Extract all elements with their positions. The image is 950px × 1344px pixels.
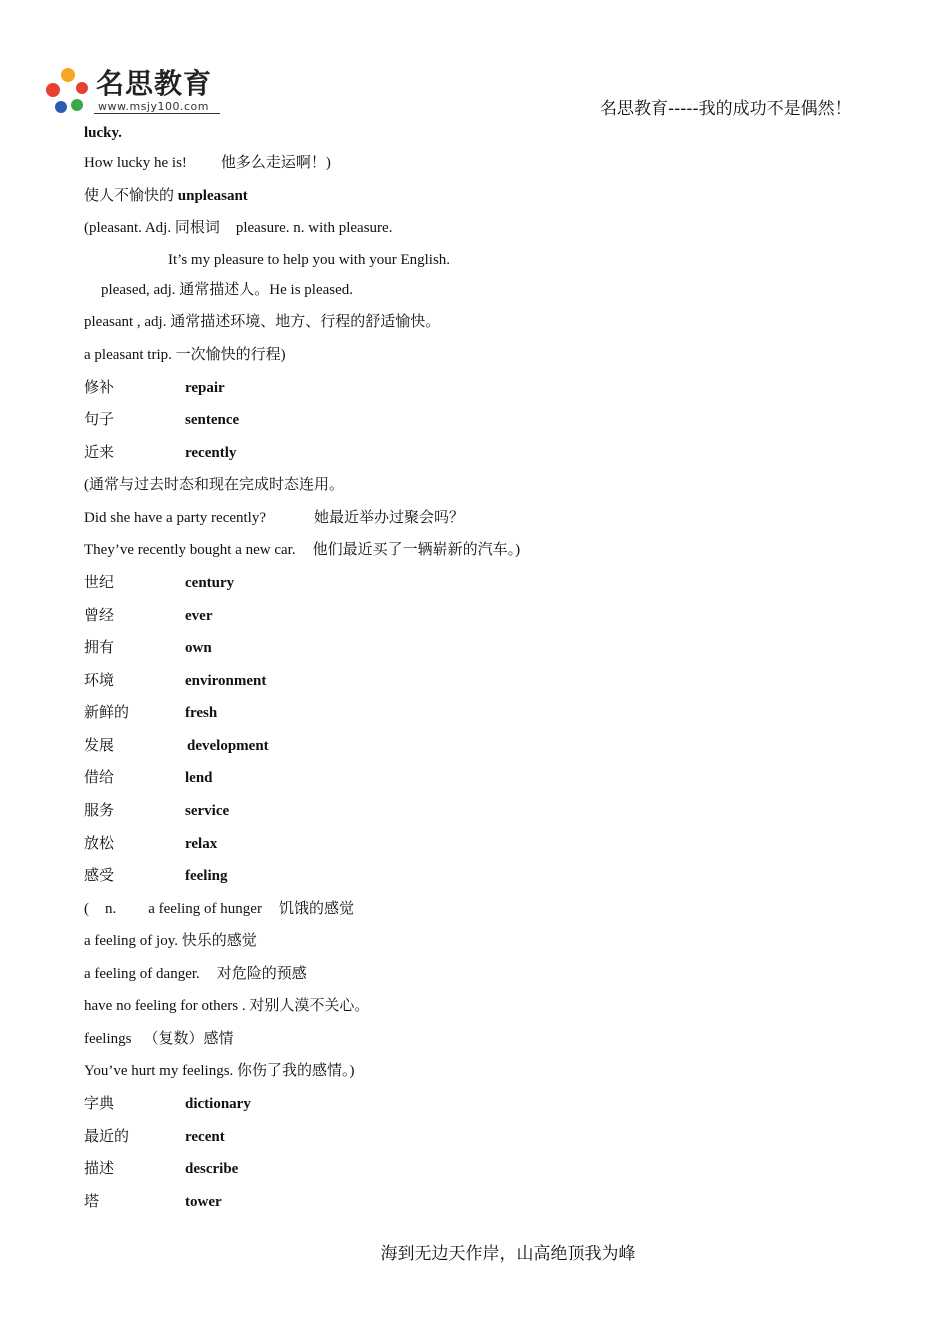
vocab-cn: 借给 [84, 770, 115, 786]
vocab-en: fresh [185, 705, 218, 721]
vocab-en: sentence [185, 412, 240, 428]
text-line: It’s my pleasure to help you with your English. [168, 252, 451, 268]
vocab-cn: 描述 [84, 1161, 115, 1177]
text-line: pleased, adj. 通常描述人。He is pleased. [101, 282, 354, 298]
vocab-en: development [187, 738, 269, 754]
example-en: How lucky he is! [84, 155, 187, 171]
text-line: (通常与过去时态和现在完成时态连用。 [84, 477, 344, 493]
vocab-en: relax [185, 836, 218, 852]
vocab-cn: 世纪 [84, 575, 115, 591]
vocab-cn: 曾经 [84, 608, 115, 624]
example-en: Did she have a party recently? [84, 510, 266, 526]
header-slogan: 名思教育-----我的成功不是偶然！ [600, 99, 852, 119]
text-line [84, 540, 520, 560]
vocab-cn: 塔 [84, 1194, 100, 1210]
vocab-cn: 修补 [84, 380, 115, 396]
vocab-en: recently [185, 445, 237, 461]
example-cn: 他们最近买了一辆崭新的汽车。) [312, 542, 521, 558]
text-line: a pleasant trip. 一次愉快的行程) [84, 347, 286, 363]
logo [44, 66, 222, 118]
vocab-cn: 感受 [84, 868, 115, 884]
vocab-cn: 环境 [84, 673, 115, 689]
vocab-en: repair [185, 380, 225, 396]
vocab-en: tower [185, 1194, 222, 1210]
text-line: have no feeling for others . 对别人漠不关心。 [84, 998, 370, 1014]
vocab-en: own [185, 640, 212, 656]
vocab-en: recent [185, 1129, 225, 1145]
vocab-cn: 新鲜的 [84, 705, 130, 721]
logo-text: 名思教育 [96, 67, 213, 100]
text-line: a feeling of joy. 快乐的感觉 [84, 933, 257, 949]
text-line [84, 218, 392, 238]
text-line: lucky. [84, 125, 122, 141]
note-text: pleasure. n. with pleasure. [235, 220, 393, 236]
term-cn: 使人不愉快的 [84, 188, 175, 204]
vocab-cn: 近来 [84, 445, 115, 461]
vocab-cn: 拥有 [84, 640, 115, 656]
text-line [84, 964, 307, 984]
logo-divider [94, 113, 220, 114]
vocab-en: century [185, 575, 235, 591]
example-cn: 她最近举办过聚会吗？ [314, 510, 465, 526]
vocab-cn: 服务 [84, 803, 115, 819]
note-text: ( [84, 901, 89, 917]
vocab-en: lend [185, 770, 213, 786]
example-cn: 饥饿的感觉 [278, 901, 354, 917]
vocab-en: service [185, 803, 230, 819]
example-cn: 对危险的预感 [216, 966, 307, 982]
example-en: They’ve recently bought a new car. [84, 542, 296, 558]
text-line [84, 508, 464, 528]
logo-url: www.msjy100.com [98, 100, 209, 113]
vocab-en: describe [185, 1161, 239, 1177]
example-cn: （复数）感情 [143, 1031, 234, 1047]
text-line: pleasant , adj. 通常描述环境、地方、行程的舒适愉快。 [84, 314, 441, 330]
vocab-cn: 最近的 [84, 1129, 130, 1145]
note-text: (pleasant. Adj. 同根词 [84, 220, 220, 236]
vocab-cn: 句子 [84, 412, 115, 428]
vocab-en: dictionary [185, 1096, 251, 1112]
vocab-cn: 发展 [84, 738, 115, 754]
text-line [84, 899, 354, 919]
vocab-cn: 字典 [84, 1096, 115, 1112]
text-line [84, 1029, 234, 1049]
example-en: feelings [84, 1031, 132, 1047]
footer-motto: 海到无边天作岸，山高绝顶我为峰 [380, 1244, 636, 1264]
example-en: a feeling of danger. [84, 966, 200, 982]
example-cn: 他多么走运啊！) [220, 155, 331, 171]
text-line [84, 186, 248, 206]
example-en: a feeling of hunger [148, 901, 262, 917]
note-text: n. [105, 901, 117, 917]
vocab-en: environment [185, 673, 267, 689]
logo-mark-icon [44, 66, 94, 116]
term-en: unpleasant [177, 188, 248, 204]
vocab-en: ever [185, 608, 213, 624]
text-line: You’ve hurt my feelings. 你伤了我的感情。) [84, 1063, 355, 1079]
vocab-cn: 放松 [84, 836, 115, 852]
vocab-en: feeling [185, 868, 228, 884]
text-line [84, 153, 331, 173]
